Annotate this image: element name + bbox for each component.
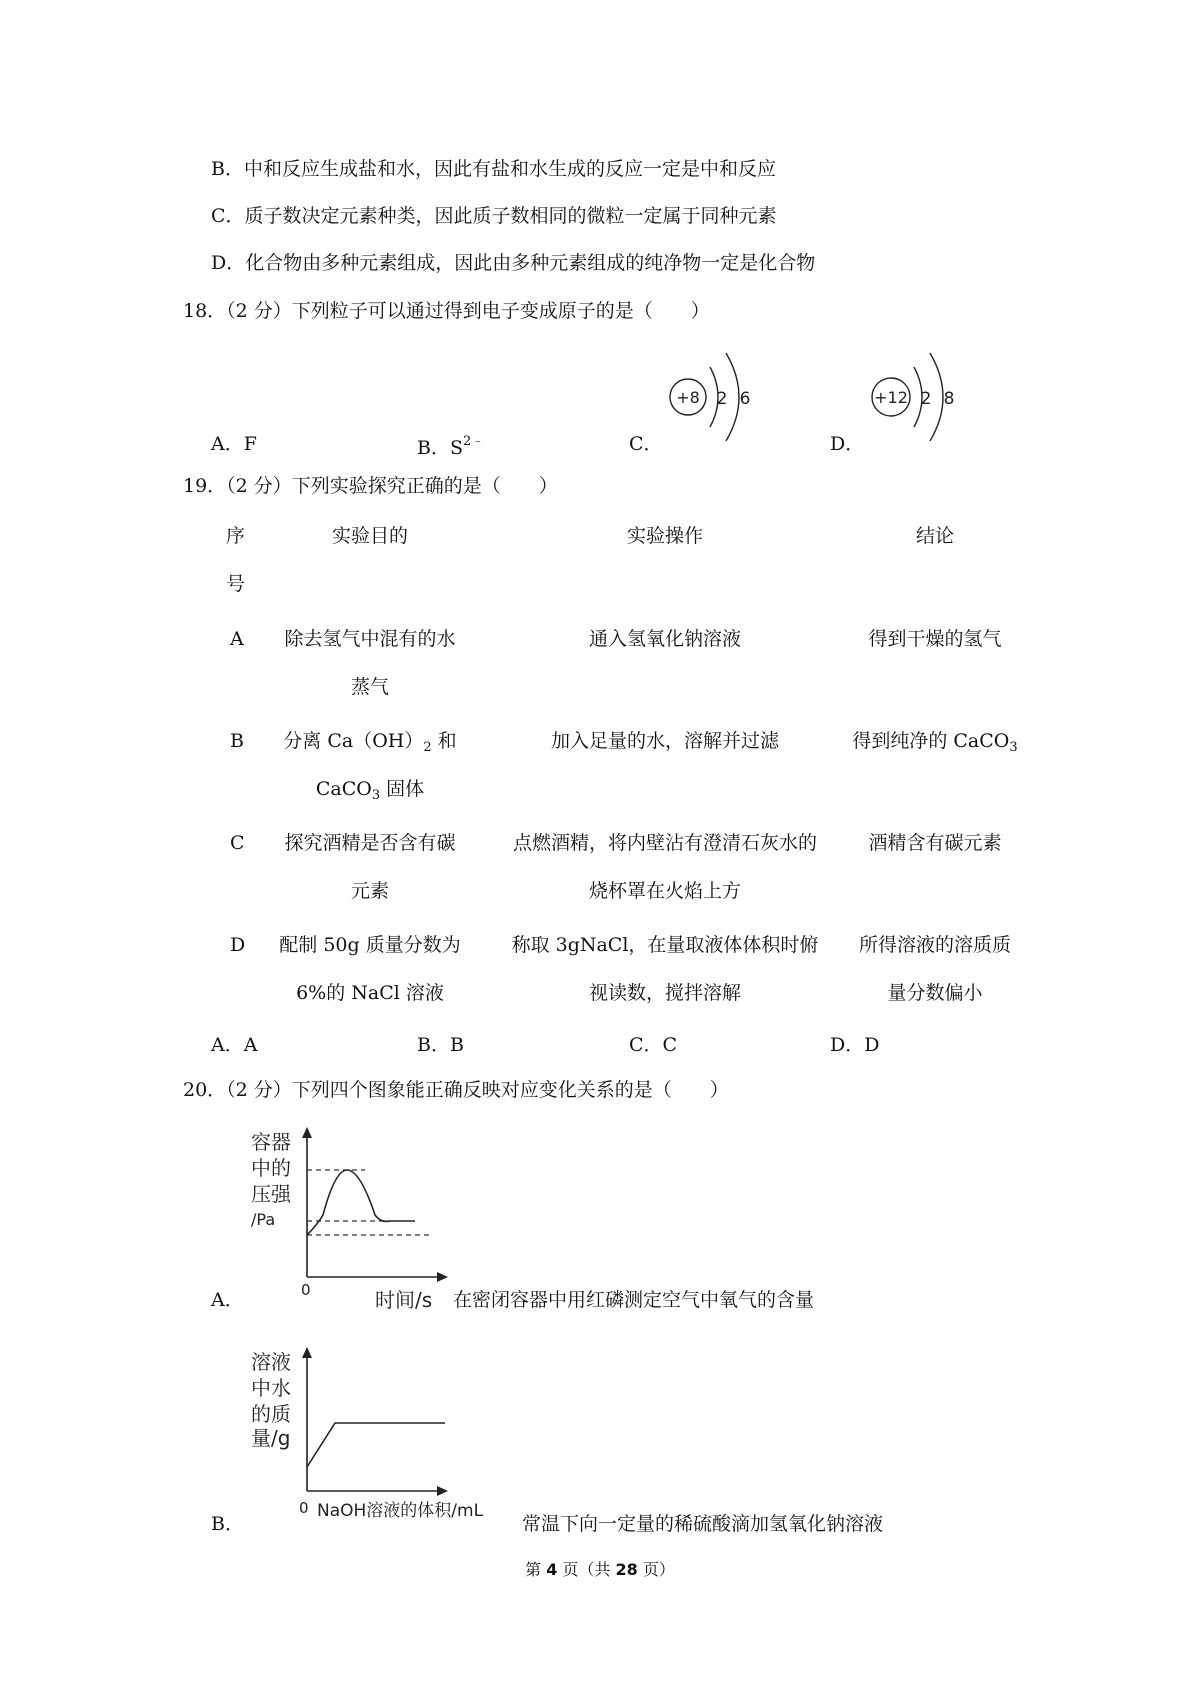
q20-stem: 20．（2 分）下列四个图象能正确反映对应变化关系的是（ ） [183, 1079, 729, 1101]
table-row-d-operation-2: 视读数，搅拌溶解 [588, 982, 741, 1004]
q18-stem: 18．（2 分）下列粒子可以通过得到电子变成原子的是（ ） [183, 300, 710, 322]
graph-a-ylabel-line-2: 中的 [251, 1156, 291, 1180]
x-axis-arrow-icon [437, 1272, 448, 1282]
graph-b-water-mass-vs-naoh [245, 1345, 525, 1530]
footer-text: 第 [525, 1560, 547, 1579]
q20-option-a-caption: 在密闭容器中用红磷测定空气中氧气的含量 [453, 1289, 815, 1311]
graph-a-pressure-vs-time [245, 1125, 455, 1310]
table-header-purpose: 实验目的 [331, 525, 408, 547]
atom-diagram-c [666, 345, 766, 450]
q19-option-a: A．A [211, 1034, 258, 1056]
nucleus-charge: +8 [676, 388, 700, 407]
formula-text: 和 [431, 730, 457, 752]
formula-text: 固体 [380, 778, 425, 800]
graph-b-ylabel-line-2: 中水 [251, 1376, 291, 1400]
q17-option-d: D．化合物由多种元素组成，因此由多种元素组成的纯净物一定是化合物 [211, 252, 816, 274]
y-axis-arrow-icon [302, 1127, 312, 1138]
graph-a-xlabel: 时间/s [375, 1288, 433, 1310]
q18-option-b-text: B．S [417, 437, 463, 459]
table-header-operation: 实验操作 [626, 525, 703, 547]
formula-subscript: 3 [371, 788, 381, 803]
footer-text: 页） [637, 1560, 675, 1579]
graph-b-curve [307, 1423, 445, 1467]
table-header-conclusion: 结论 [915, 525, 954, 547]
table-row-d-purpose-1: 配制 50g 质量分数为 [279, 934, 461, 956]
q18-option-b [417, 435, 484, 458]
footer-text: 页（共 [557, 1560, 616, 1579]
q18-option-c: C． [629, 433, 663, 455]
x-axis-arrow-icon [437, 1486, 448, 1496]
q19-stem: 19．（2 分）下列实验探究正确的是（ ） [183, 475, 558, 497]
table-row-a-id: A [230, 628, 244, 650]
nucleus-charge: +12 [874, 388, 908, 407]
table-row-a-purpose-1: 除去氢气中混有的水 [284, 628, 456, 650]
q20-option-a: A． [211, 1289, 244, 1311]
q20-option-b-caption: 常温下向一定量的稀硫酸滴加氢氧化钠溶液 [522, 1513, 884, 1535]
table-row-c-id: C [230, 832, 245, 854]
graph-b-ylabel-line-3: 的质 [251, 1402, 291, 1426]
page-footer [0, 1557, 1200, 1580]
table-row-c-purpose-2: 元素 [350, 880, 389, 902]
q19-option-c: C．C [629, 1034, 678, 1056]
graph-a-curve [307, 1170, 415, 1235]
shell-1-electrons: 2 [716, 389, 728, 409]
table-row-b-conclusion [840, 732, 1030, 754]
table-row-c-operation-2: 烧杯罩在火焰上方 [588, 880, 741, 902]
table-row-d-conclusion-1: 所得溶液的溶质质 [858, 934, 1011, 956]
graph-b-origin-label: 0 [299, 1499, 309, 1517]
atom-diagram-d [869, 345, 969, 450]
graph-b-ylabel-line-4: 量/g [251, 1426, 291, 1450]
y-axis-arrow-icon [302, 1347, 312, 1358]
q18-option-a: A．F [211, 433, 257, 455]
table-row-c-conclusion: 酒精含有碳元素 [868, 832, 1002, 854]
shell-arc-2 [726, 353, 739, 441]
q17-option-b: B．中和反应生成盐和水，因此有盐和水生成的反应一定是中和反应 [211, 158, 776, 180]
q20-option-b: B． [211, 1513, 244, 1535]
formula-text: CaCO [315, 778, 372, 800]
table-row-a-purpose-2: 蒸气 [350, 676, 389, 698]
table-header-no-1: 序 [226, 525, 246, 547]
table-row-a-conclusion: 得到干燥的氢气 [868, 628, 1002, 650]
table-row-c-purpose-1: 探究酒精是否含有碳 [284, 832, 456, 854]
table-row-b-operation: 加入足量的水，溶解并过滤 [550, 730, 779, 752]
shell-2-electrons: 8 [943, 389, 955, 409]
q18-option-d: D． [830, 433, 865, 455]
table-row-b-purpose-2 [270, 780, 470, 802]
graph-a-origin-label: 0 [301, 1281, 311, 1299]
graph-a-ylabel-line-1: 容器 [251, 1130, 291, 1154]
table-row-a-operation: 通入氢氧化钠溶液 [588, 628, 741, 650]
shell-1-electrons: 2 [920, 389, 932, 409]
formula-text: 得到纯净的 CaCO [852, 730, 1010, 752]
shell-2-electrons: 6 [739, 389, 751, 409]
table-row-d-id: D [230, 934, 246, 956]
formula-text: 分离 Ca（OH） [283, 730, 424, 752]
table-header-no-2: 号 [226, 573, 246, 595]
table-row-b-id: B [230, 730, 244, 752]
formula-subscript: 3 [1009, 740, 1018, 755]
table-row-d-operation-1: 称取 3gNaCl，在量取液体体积时俯 [511, 934, 819, 956]
table-row-d-purpose-2: 6%的 NaCl 溶液 [296, 982, 444, 1004]
q17-option-c: C．质子数决定元素种类，因此质子数相同的微粒一定属于同种元素 [211, 205, 777, 227]
footer-page-number: 4 [546, 1560, 558, 1579]
q18-option-b-charge: 2﹣ [462, 434, 485, 449]
formula-subscript: 2 [423, 740, 432, 755]
q19-option-d: D．D [830, 1034, 880, 1056]
graph-a-ylabel-line-3: 压强 [251, 1182, 291, 1206]
table-row-c-operation-1: 点燃酒精，将内壁沾有澄清石灰水的 [512, 832, 817, 854]
graph-b-xlabel: NaOH溶液的体积/mL [317, 1501, 484, 1521]
table-row-d-conclusion-2: 量分数偏小 [887, 982, 983, 1004]
table-row-b-purpose-1 [270, 732, 470, 754]
graph-a-ylabel-line-4: /Pa [251, 1210, 276, 1229]
shell-arc-2 [930, 353, 943, 441]
q19-option-b: B．B [417, 1034, 464, 1056]
graph-b-ylabel-line-1: 溶液 [251, 1350, 291, 1374]
footer-total-pages: 28 [615, 1560, 638, 1579]
